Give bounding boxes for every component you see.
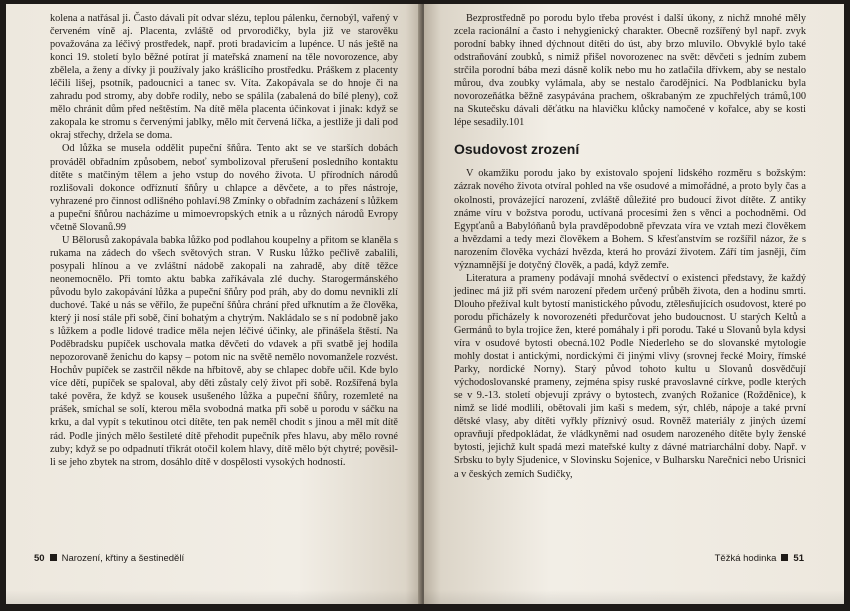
right-page-text <box>454 12 806 481</box>
section-heading: Osudovost zrození <box>454 141 580 158</box>
left-page <box>6 4 422 604</box>
paragraph: Literatura a prameny podávají mnohá svědectví o existenci představy, že každý jedinec má již při svém narození předem určený průběh života, den a hodinu smrti. Dlouho přežíval kult bytostí manistického původu, ztělesňujících osudovost, které po porodu přicházely k novorozenéti předurčovat jeho budoucnost. U starých Keltů a Germánů to byla trojice žen, které pomáhaly i při porodu. Také u Slovanů byla kdysi víra v osudové bytosti obecná.102 Podle Niederleho se do slovanské mytologie mohly dostat i antickými, nordickými či jinými vlivy (srovnej řecké Moiry, římské Parky, nordické Norny). Starý původ tohoto kultu u Slovanů dosvědčují východoslovanské prameny, zejména spisy ruské pravoslavné církve, podle kterých se v 9.-13. století objevují zprávy o bytostech, zvaných Rožanice (Rožděnice), k nimž se lidé modlili, obětovali jim kaši s medem, sýr, chléb, nápoje a také první dětské vlasy, aby dítěti vyřkly příznivý osud. Rovněž materiály z jiných území opravňují předpokládat, že vládkyněmi nad osudem narozeného dítěte byly ženské bytosti, jejichž kult spadá mezi mateřské kulty z dávné matriarchální doby. Např. v Srbsku to byly Sjudenice, v Slovinsku Sojenice, v Bulharsku Narečnici nebo Urisnici a v českých zemích Sudičky, <box>454 272 806 480</box>
page-number: 51 <box>793 553 804 564</box>
paragraph: Od lůžka se musela oddělit pupeční šňůra. Tento akt se ve starších dobách prováděl obřadním způsobem, neboť symbolizoval přerušení posledního kontaktu dítěte s matčiným tělem a jeho vstup do nového života. U přírodních národů rozlišovali dokonce odříznutí šňůry u chlapce a děvčete, a to přes nástroje, vyhrazené pro činnost odlišného pohlaví.98 Zmínky o obřadním zacházení s lůžkem a pupeční šňůrou nacházíme u mimoevropských etnik a u různých národů Evropy včetně Slovanů.99 <box>50 143 398 233</box>
square-bullet-icon <box>781 554 788 561</box>
square-bullet-icon <box>50 554 57 561</box>
left-page-text <box>50 12 398 469</box>
right-page-footer <box>715 553 804 564</box>
paragraph: Bezprostředně po porodu bylo třeba provést i další úkony, z nichž mnohé měly zcela racionální a často i nehygienický charakter. Obecně rozšířený byl např. zvyk porodní babky ihned dýchnout dítěti do úst, aby brzo mluvilo. Obvyklé bylo také odstraňování zoubků, s nimiž přišel novorozenec na svět: děvčeti s jedním zubem strčila porodní bába mezi dásně kolík nebo mu ho zatlačila dřívkem, aby se nestalo můrou, dva zoubky vylámala, aby se nestalo čarodějnicí. Na Podblanicku byla novorozeňátka běžně zasypávána prachem, oškrabaným ze zpuchřelých trámů,100 na Skutečsku dávali děťátku na hlavičku klůcky namočené v kořalce, aby se kosti lépe sesadily.101 <box>454 13 806 129</box>
running-title: Těžká hodinka <box>714 553 777 564</box>
right-page <box>424 4 844 604</box>
paragraph: kolena a natřásal ji. Často dávali pít odvar slézu, teplou pálenku, černobýl, vařený v červeném víně aj. Placenta, zvláště od prvorodičky, byla již ve starověku považována za léčivý prostředek, např. proti bradavicím a lupénce. U nás ještě na konci 19. století bylo běžné potírat jí mateřská znamení na těle novorozence, aby zbělela, a ženy a dívky ji používaly jako krášlicího prostředku. Práškem z placenty léčili lišej, psotník, padoucnici a tanec sv. Víta. Zakopávala se do hnoje či na zahradu pod stromy, aby dobře rodily, nebo se spálila (zabalená do bílé pleny), což mělo chránit dům před neštěstím. Na dítě měla placenta účinkovat i jinak: když se zakopala ke stromu s červenými jablky, mělo mít červená líčka, a jestliže ji dali pod okraj střechy, držela se doma. <box>50 13 398 142</box>
page-shadow <box>6 590 422 604</box>
left-page-footer <box>34 553 184 564</box>
running-title: Narození, křtiny a šestinedělí <box>61 553 185 564</box>
paragraph: U Bělorusů zakopávala babka lůžko pod podlahou koupelny a přitom se klaněla s rukama na zádech do všech světových stran. V Rusku lůžko pečlivě zabalili, posypali hlínou a ve zvláštní nádobě zakopali na zahradě, aby dítě těžce neonemocnělo. Při tomto aktu babka zaříkávala zlé duchy. Starogermánského původu bylo zakopávání lůžka a pupeční šňůry pod práh, aby do domu nevnikli zlí duchové. Také u nás se věřilo, že pupeční šňůra chrání před uřknutím a že člověka, který ji nosí stále při sobě, činí bohatým a chytrým. Nakládalo se s ní podobně jako s lůžkem a podle lidové tradice měla nejen léčivé účinky, ale přinášela štěstí. Na Poděbradsku pupíček uschovala matka děvčeti do vdavek a při svatbě jej hodila nepozorovaně ženichu do kapsy – potom nic na světě nemělo novomanžele rozvést. Hochův pupíček se zastrčil někde na hřbitově, aby se chlapec dobře učil. Kde bylo více dětí, pupíček se spaloval, aby děti zůstaly celý život při sobě. Rozšířená byla také pověra, že když se kousek usušeného lůžka a pupeční šňůry, rozemleté na prášek, smíchal se solí, kterou měla svobodná matka při sobě u porodu v sáčku na krku, a dal vypít s tekutinou otci dítěte, ten pak neměl chodit s jinou a měl mít dítě rád. Podle jiných mělo šestileté dítě přehodit pupečník přes hlavu, aby mělo rovné zuby; když se po odpadnutí třikrát otočil kolem hlavy, dítě mělo být chytré; pověsil-li se jeho zbytek na strom, dosáhlo dítě v dospělosti vysokých hodností. <box>50 234 398 468</box>
page-shadow <box>424 590 844 604</box>
page-number: 50 <box>34 553 45 564</box>
paragraph: V okamžiku porodu jako by existovalo spojení lidského rozměru s božským: zázrak nového života otvíral pohled na vše osudové a mimořádné, a proto byly čas a okolnosti, provázející narození, zvláště důležité pro budoucí život dítěte. Z antiky známe víru v božstva porodu, uctívaná procesími žen s věnci a pochodněmi. Od Egypťanů a Babylóňanů byla pravděpodobně převzata víra ve vztah mezi člověkem a hvězdami a tedy mezi člověkem a Bohem. S křesťanstvím se rozšířil názor, že s narozením člověka vychází hvězda, která ho provází životem. Září tím jasněji, čím významnější je dotyčný člověk, a padá, když zemře. <box>454 168 806 271</box>
